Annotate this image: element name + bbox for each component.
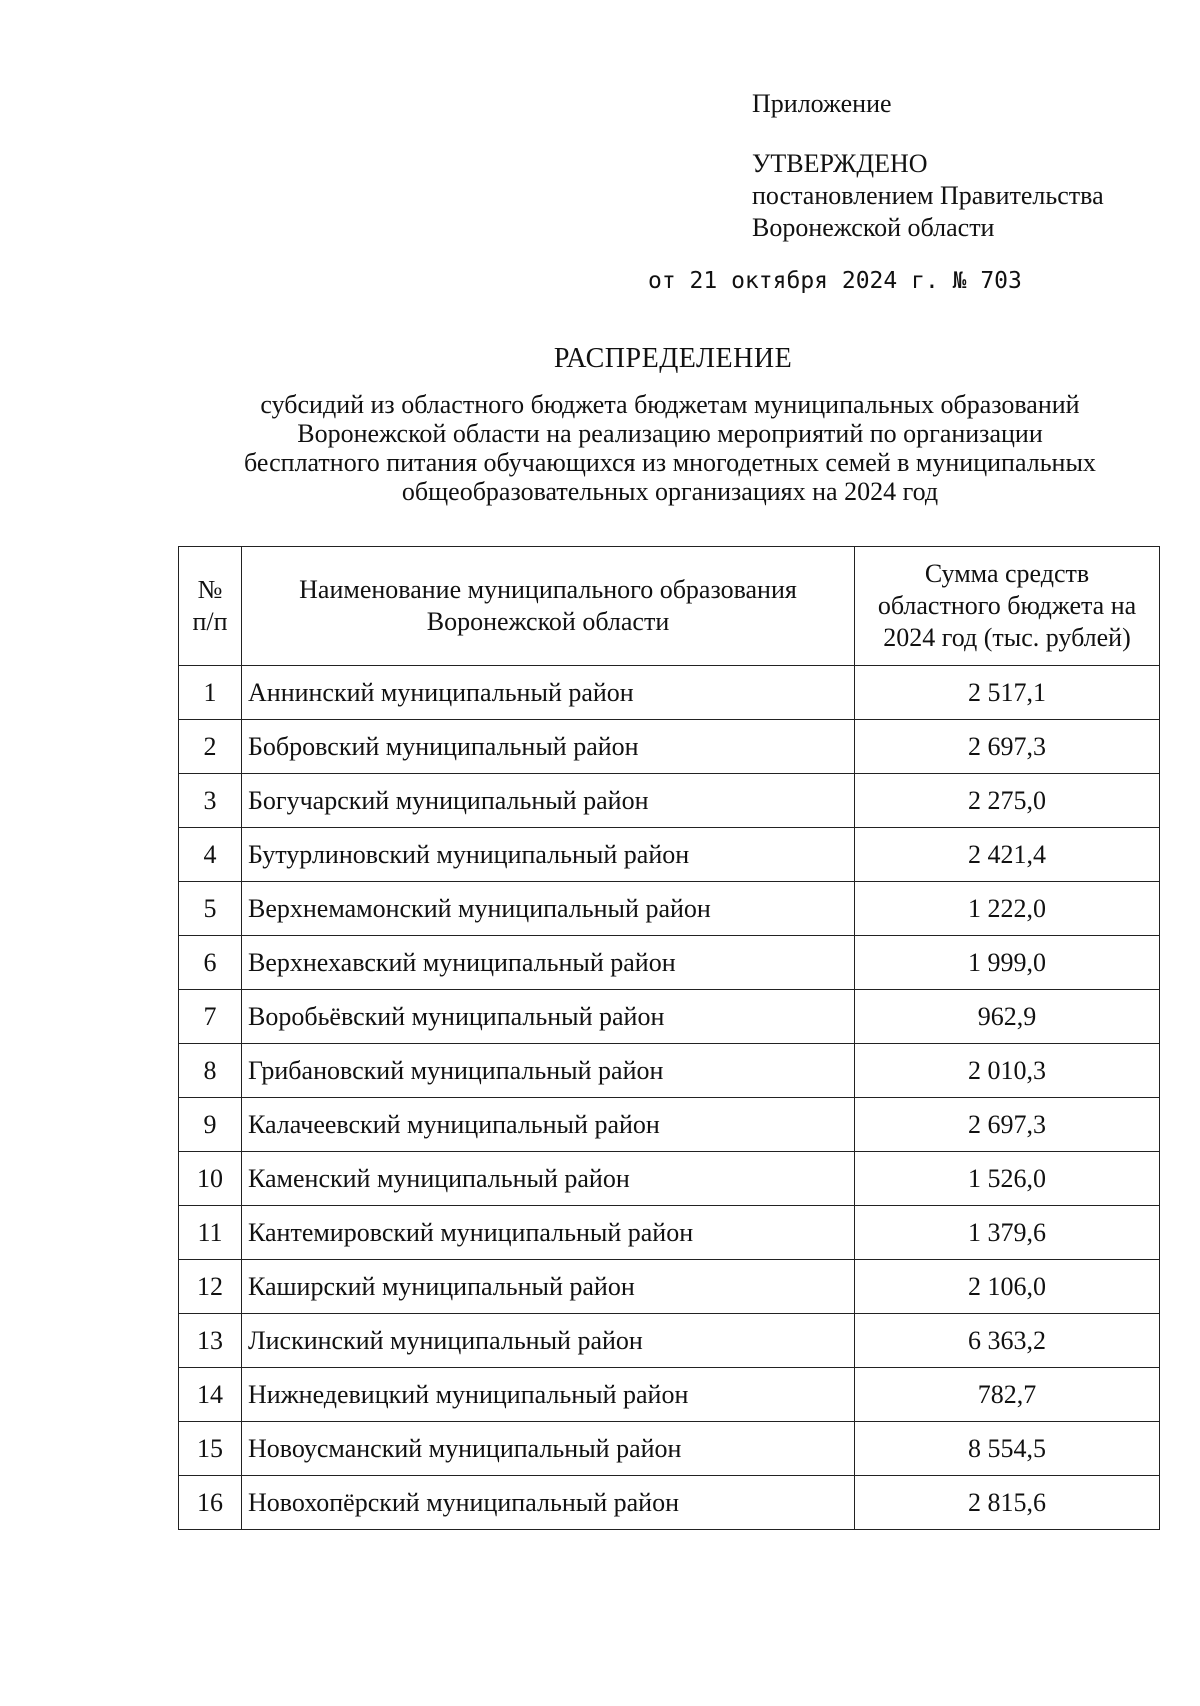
row-name-cell: Новоусманский муниципальный район [242, 1422, 855, 1476]
column-header-sum-line-2: областного бюджета на [877, 591, 1137, 620]
document-title: РАСПРЕДЕЛЕНИЕ [553, 343, 793, 374]
table-header-row [179, 547, 1160, 666]
row-sum-cell: 782,7 [855, 1368, 1160, 1422]
row-sum-cell: 1 222,0 [855, 882, 1160, 936]
table-row [179, 774, 1160, 828]
approval-block [752, 88, 1104, 244]
subtitle-line-3: бесплатного питания обучающихся из многодетных семей в муниципальных [244, 448, 1096, 477]
column-header-name [242, 547, 855, 666]
approved-label: УТВЕРЖДЕНО [752, 149, 928, 178]
row-name-cell: Грибановский муниципальный район [242, 1044, 855, 1098]
table-row [179, 1314, 1160, 1368]
column-header-name-line-2: Воронежской области [426, 607, 670, 636]
row-sum-cell: 1 999,0 [855, 936, 1160, 990]
row-name-cell: Богучарский муниципальный район [242, 774, 855, 828]
row-name-cell: Новохопёрский муниципальный район [242, 1476, 855, 1530]
row-number-cell: 9 [179, 1098, 242, 1152]
row-number-cell: 16 [179, 1476, 242, 1530]
row-sum-cell: 8 554,5 [855, 1422, 1160, 1476]
row-sum-cell: 2 275,0 [855, 774, 1160, 828]
table-row [179, 1476, 1160, 1530]
column-header-number-line-2: п/п [192, 607, 228, 636]
row-sum-cell: 2 517,1 [855, 666, 1160, 720]
row-sum-cell: 2 815,6 [855, 1476, 1160, 1530]
table-row [179, 1044, 1160, 1098]
column-header-number [179, 547, 242, 666]
row-number-cell: 7 [179, 990, 242, 1044]
table-row [179, 882, 1160, 936]
row-number-cell: 5 [179, 882, 242, 936]
table-row [179, 990, 1160, 1044]
row-name-cell: Воробьёвский муниципальный район [242, 990, 855, 1044]
subtitle-line-1: субсидий из областного бюджета бюджетам муниципальных образований [260, 390, 1080, 419]
distribution-table [178, 546, 1160, 1530]
table-row [179, 666, 1160, 720]
table-row [179, 1206, 1160, 1260]
document-subtitle [190, 390, 1150, 506]
table-row [179, 1368, 1160, 1422]
row-sum-cell: 2 697,3 [855, 1098, 1160, 1152]
row-number-cell: 15 [179, 1422, 242, 1476]
row-sum-cell: 2 697,3 [855, 720, 1160, 774]
table-row [179, 828, 1160, 882]
table-row [179, 1422, 1160, 1476]
row-name-cell: Бутурлиновский муниципальный район [242, 828, 855, 882]
row-sum-cell: 2 421,4 [855, 828, 1160, 882]
row-number-cell: 14 [179, 1368, 242, 1422]
row-number-cell: 1 [179, 666, 242, 720]
row-number-cell: 4 [179, 828, 242, 882]
subtitle-line-2: Воронежской области на реализацию мероприятий по организации [297, 419, 1043, 448]
table-row [179, 720, 1160, 774]
table-row [179, 936, 1160, 990]
row-number-cell: 2 [179, 720, 242, 774]
row-sum-cell: 962,9 [855, 990, 1160, 1044]
row-number-cell: 8 [179, 1044, 242, 1098]
subtitle-line-4: общеобразовательных организациях на 2024 год [401, 477, 939, 506]
row-name-cell: Верхнемамонский муниципальный район [242, 882, 855, 936]
decree-date-number: от 21 октября 2024 г. № 703 [648, 268, 1022, 294]
row-sum-cell: 1 526,0 [855, 1152, 1160, 1206]
table-row [179, 1260, 1160, 1314]
row-name-cell: Нижнедевицкий муниципальный район [242, 1368, 855, 1422]
column-header-number-line-1: № [197, 575, 223, 604]
row-name-cell: Каширский муниципальный район [242, 1260, 855, 1314]
row-sum-cell: 2 010,3 [855, 1044, 1160, 1098]
row-number-cell: 12 [179, 1260, 242, 1314]
approved-by-line-2: Воронежской области [752, 213, 995, 242]
row-number-cell: 11 [179, 1206, 242, 1260]
annex-label: Приложение [752, 89, 892, 118]
row-number-cell: 6 [179, 936, 242, 990]
row-name-cell: Аннинский муниципальный район [242, 666, 855, 720]
row-number-cell: 10 [179, 1152, 242, 1206]
approved-by-line-1: постановлением Правительства [752, 181, 1104, 210]
column-header-sum-line-1: Сумма средств [924, 559, 1090, 588]
table-row [179, 1098, 1160, 1152]
row-number-cell: 3 [179, 774, 242, 828]
column-header-sum [855, 547, 1160, 666]
row-name-cell: Калачеевский муниципальный район [242, 1098, 855, 1152]
row-name-cell: Верхнехавский муниципальный район [242, 936, 855, 990]
row-number-cell: 13 [179, 1314, 242, 1368]
row-name-cell: Кантемировский муниципальный район [242, 1206, 855, 1260]
row-sum-cell: 6 363,2 [855, 1314, 1160, 1368]
row-name-cell: Лискинский муниципальный район [242, 1314, 855, 1368]
row-sum-cell: 2 106,0 [855, 1260, 1160, 1314]
column-header-sum-line-3: 2024 год (тыс. рублей) [883, 623, 1131, 652]
table-row [179, 1152, 1160, 1206]
row-name-cell: Каменский муниципальный район [242, 1152, 855, 1206]
column-header-name-line-1: Наименование муниципального образования [299, 575, 797, 604]
table-body [179, 666, 1160, 1530]
row-name-cell: Бобровский муниципальный район [242, 720, 855, 774]
row-sum-cell: 1 379,6 [855, 1206, 1160, 1260]
